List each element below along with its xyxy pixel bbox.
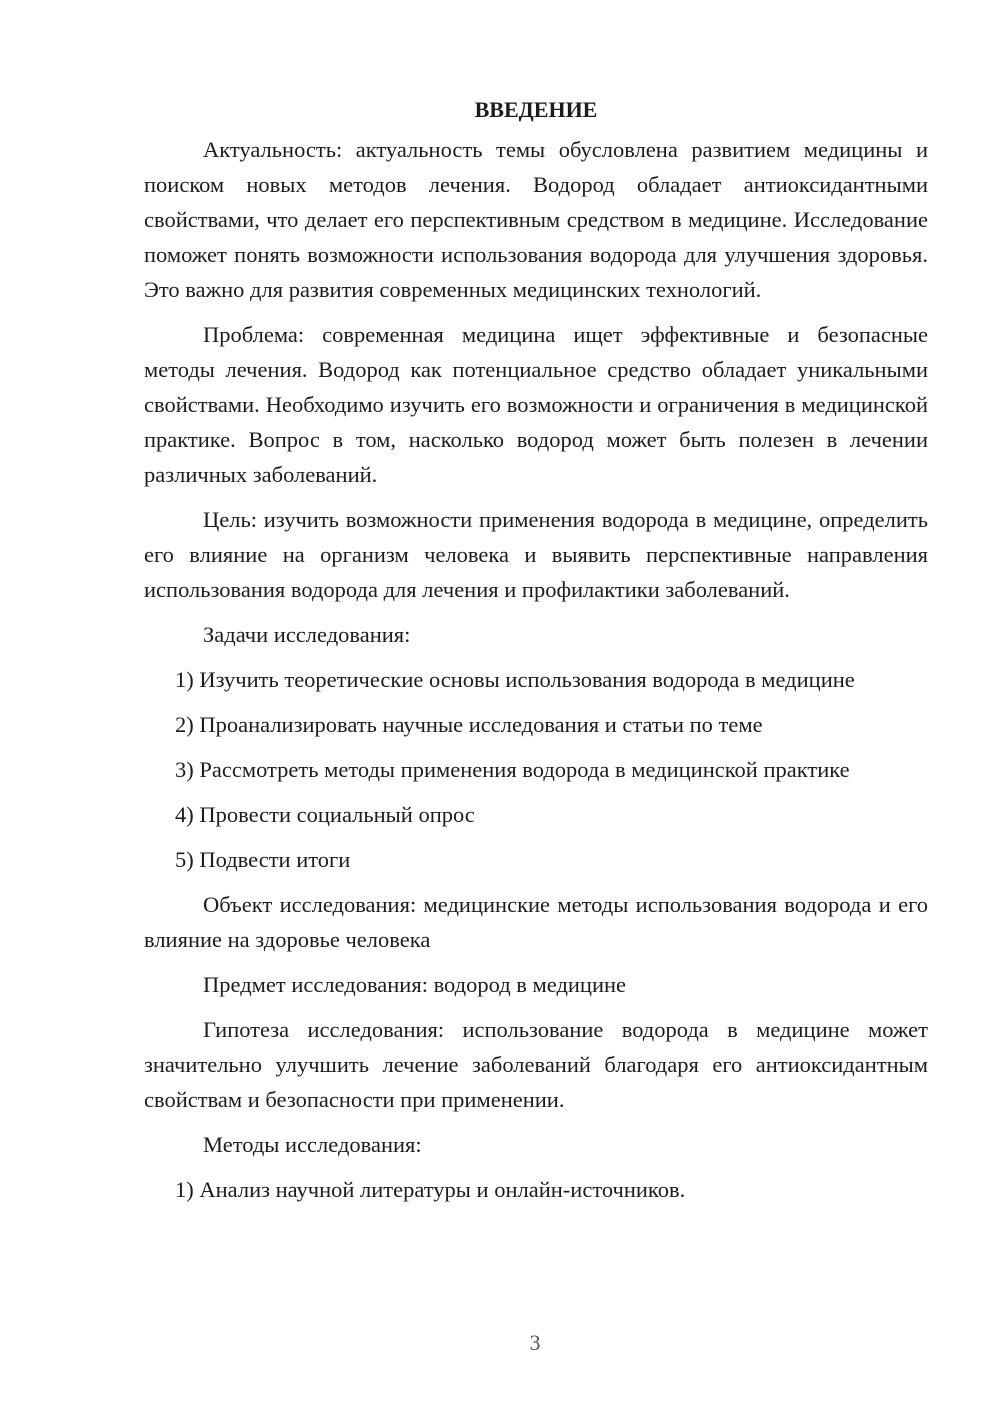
method-item: 1) Анализ научной литературы и онлайн-источников. [175, 1177, 686, 1202]
task-item: 4) Провести социальный опрос [175, 802, 475, 827]
task-item: 1) Изучить теоретические основы использования водорода в медицине [175, 667, 855, 692]
tasks-heading: Задачи исследования: [203, 622, 411, 647]
methods-heading: Методы исследования: [203, 1132, 422, 1157]
relevance-paragraph: Актуальность: актуальность темы обусловлена развитием медицины и поиском новых методов лечения. Водород обладает антиоксидантными свойствами, что делает его перспективным средством в медицине. Исследование поможет понять возможности использования водорода для улучшения здоровья. Это важно для развития современных медицинских технологий. [144, 137, 928, 302]
task-item: 2) Проанализировать научные исследования и статьи по теме [175, 712, 763, 737]
document-page [144, 92, 928, 1217]
hypothesis-paragraph: Гипотеза исследования: использование водорода в медицине может значительно улучшить лечение заболеваний благодаря его антиоксидантным свойствам и безопасности при применении. [144, 1017, 928, 1112]
page-number: 3 [529, 1330, 541, 1355]
tasks-list [144, 662, 928, 877]
task-item: 3) Рассмотреть методы применения водорода в медицинской практике [175, 757, 850, 782]
methods-list [144, 1172, 928, 1207]
subject-paragraph: Предмет исследования: водород в медицине [203, 972, 627, 997]
problem-paragraph: Проблема: современная медицина ищет эффективные и безопасные методы лечения. Водород как потенциальное средство обладает уникальными свойствами. Необходимо изучить его возможности и ограничения в медицинской практике. Вопрос в том, насколько водород может быть полезен в лечении различных заболеваний. [144, 322, 928, 487]
object-paragraph: Объект исследования: медицинские методы использования водорода и его влияние на здоровье человека [144, 892, 928, 952]
section-title: ВВЕДЕНИЕ [474, 97, 598, 122]
goal-paragraph: Цель: изучить возможности применения водорода в медицине, определить его влияние на организм человека и выявить перспективные направления использования водорода для лечения и профилактики заболеваний. [144, 507, 928, 602]
task-item: 5) Подвести итоги [175, 847, 351, 872]
